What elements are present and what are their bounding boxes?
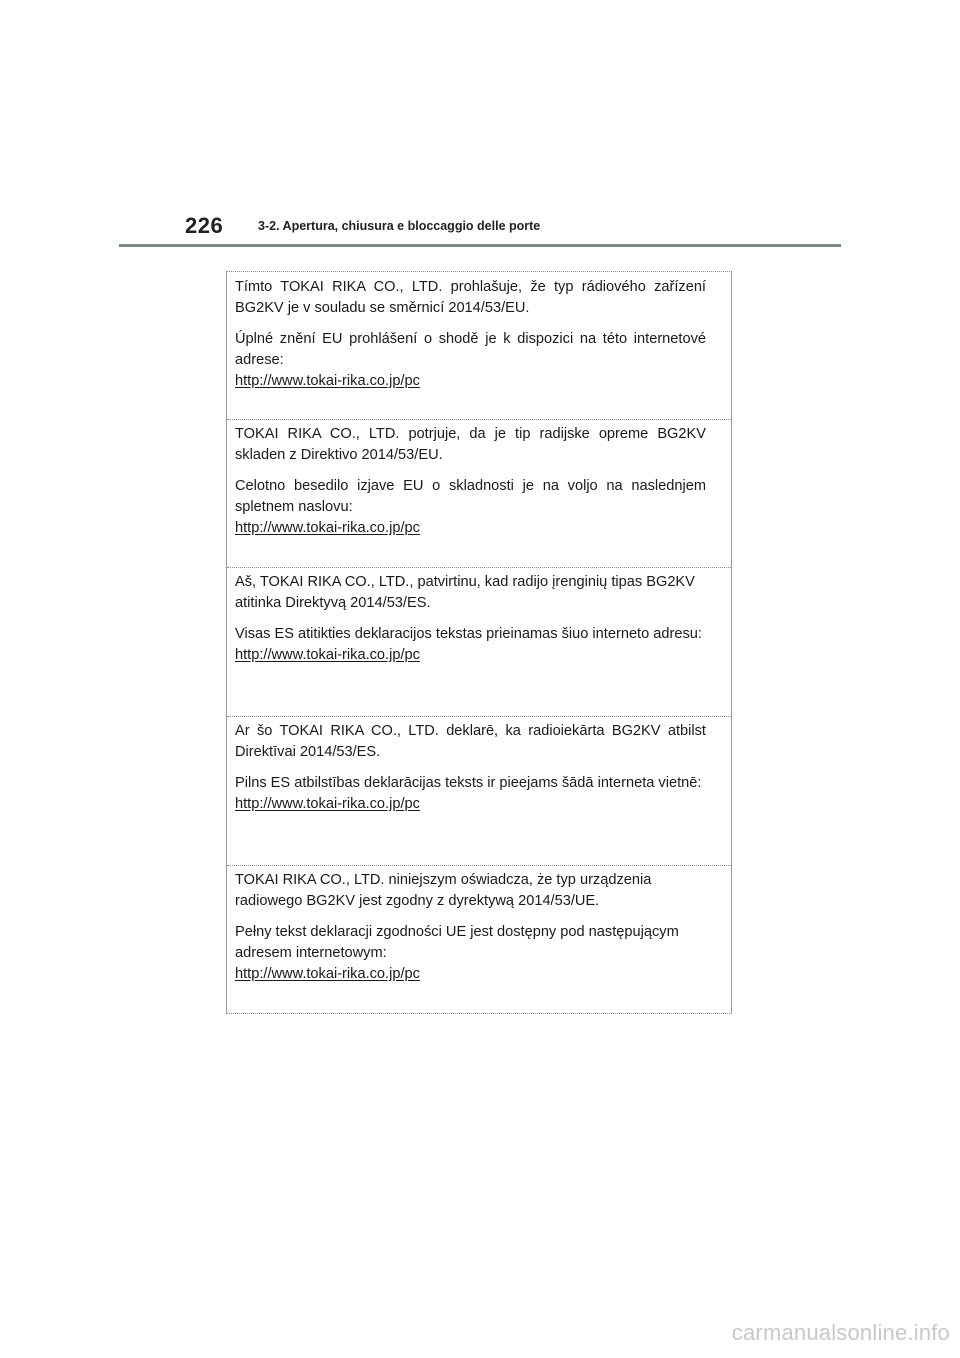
declaration-statement: TOKAI RIKA CO., LTD. potrjuje, da je tip radijske opreme BG2KV skladen z Direktivo 2014/53/EU.: [235, 426, 706, 463]
declaration-link[interactable]: http://www.tokai-rika.co.jp/pc: [235, 796, 420, 812]
watermark: carmanualsonline.info: [731, 1320, 950, 1345]
declaration-link[interactable]: http://www.tokai-rika.co.jp/pc: [235, 373, 420, 389]
block-separator: [227, 716, 731, 717]
declaration-block-slovenian: [227, 424, 731, 539]
declaration-link[interactable]: http://www.tokai-rika.co.jp/pc: [235, 966, 420, 982]
section-title: 3-2. Apertura, chiusura e bloccaggio delle porte: [258, 219, 541, 233]
page-number: 226: [185, 213, 224, 238]
declaration-statement: Aš, TOKAI RIKA CO., LTD., patvirtinu, kad radijo įrenginių tipas BG2KV atitinka Direktyvą 2014/53/ES.: [235, 574, 695, 611]
block-separator: [227, 865, 731, 866]
declaration-availability: Pełny tekst deklaracji zgodności UE jest dostępny pod następującym adresem internetowym:: [235, 924, 679, 961]
declaration-block-latvian: [227, 721, 731, 815]
block-separator: [227, 419, 731, 420]
declaration-block-lithuanian: [227, 572, 731, 666]
declaration-block-czech: [227, 277, 731, 392]
declaration-link[interactable]: http://www.tokai-rika.co.jp/pc: [235, 647, 420, 663]
declaration-statement: Tímto TOKAI RIKA CO., LTD. prohlašuje, že typ rádiového zařízení BG2KV je v souladu se směrnicí 2014/53/EU.: [235, 279, 706, 316]
declaration-availability: Visas ES atitikties deklaracijos tekstas prieinamas šiuo interneto adresu:: [235, 626, 702, 642]
declaration-statement: TOKAI RIKA CO., LTD. niniejszym oświadcza, że typ urządzenia radiowego BG2KV jest zgodny z dyrektywą 2014/53/UE.: [235, 872, 652, 909]
declaration-availability: Celotno besedilo izjave EU o skladnosti je na voljo na naslednjem spletnem naslovu:: [235, 478, 706, 515]
header-rule: [119, 244, 841, 247]
declaration-statement: Ar šo TOKAI RIKA CO., LTD. deklarē, ka radioiekārta BG2KV atbilst Direktīvai 2014/53/ES.: [235, 723, 706, 760]
declaration-link[interactable]: http://www.tokai-rika.co.jp/pc: [235, 520, 420, 536]
declaration-availability: Pilns ES atbilstības deklarācijas teksts ir pieejams šādā interneta vietnē:: [235, 775, 702, 791]
block-separator: [227, 567, 731, 568]
declaration-box: [226, 271, 732, 1014]
declaration-block-polish: [227, 870, 731, 985]
declaration-availability: Úplné znění EU prohlášení o shodě je k dispozici na této internetové adrese:: [235, 331, 706, 368]
